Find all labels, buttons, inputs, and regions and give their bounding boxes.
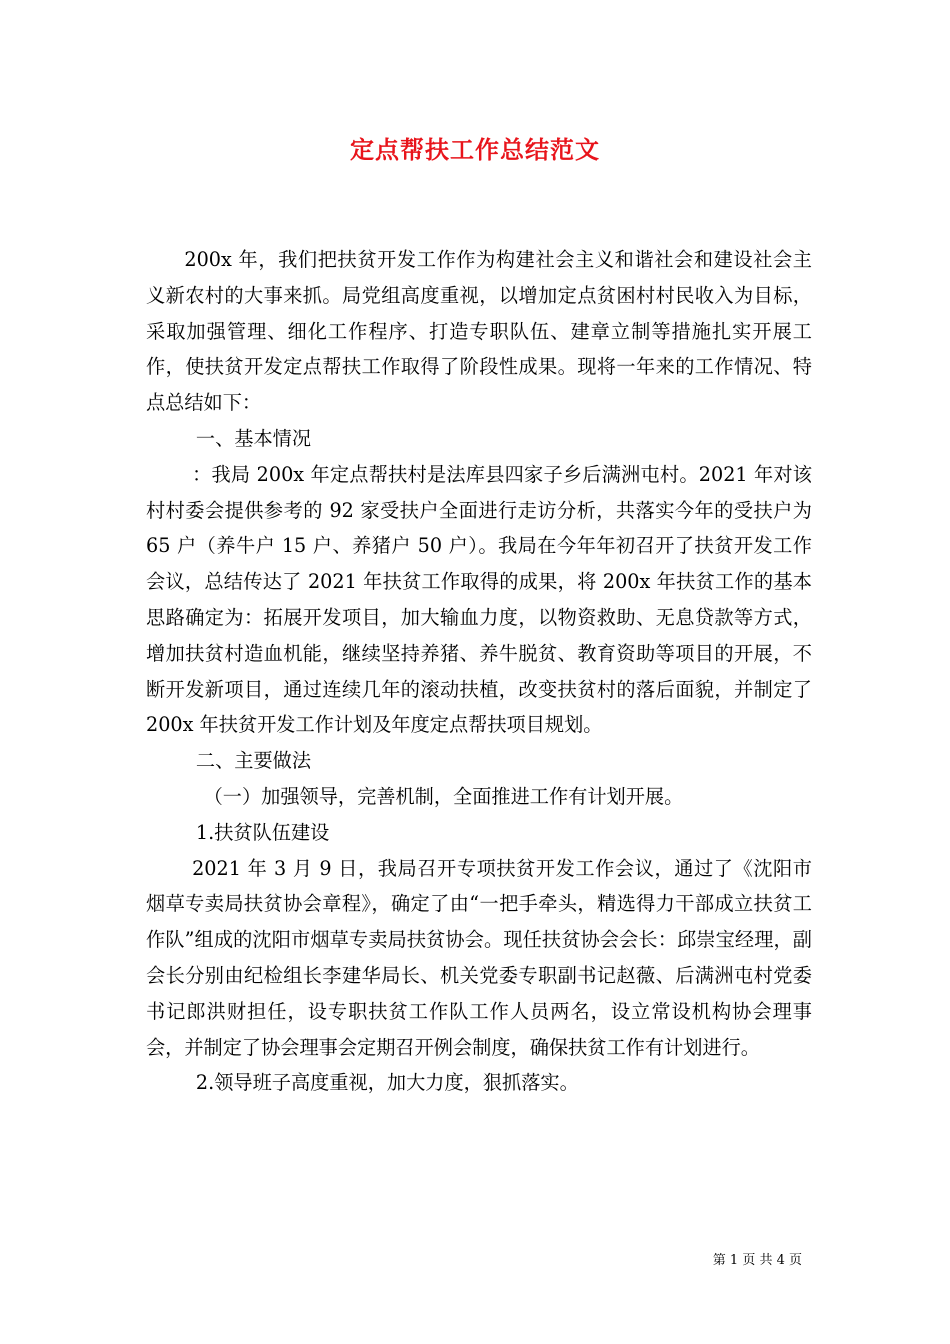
document-title: 定点帮扶工作总结范文 (350, 135, 600, 164)
section2-heading: 二、主要做法 (195, 749, 312, 773)
section1-heading: 一、基本情况 (195, 426, 312, 450)
subsection1-heading: （一）加强领导，完善机制，全面推进工作有计划开展。 (203, 784, 684, 808)
intro-paragraph: 200x 年，我们把扶贫开发工作作为构建社会主义和谐社会和建设社会主义新农村的大事来抓。局党组高度重视，以增加定点贫困村村民收入为目标，采取加强管理、细化工作程序、打造专职队伍、建章立制等措施扎实开展工作，使扶贫开发定点帮扶工作取得了阶段性成果。现将一年来的工作情况、特点总结如下： (146, 248, 812, 415)
item1-paragraph: 2021 年 3 月 9 日，我局召开专项扶贫开发工作会议，通过了《沈阳市烟草专卖局扶贫协会章程》，确定了由“一把手牵头，精选得力干部成立扶贫工作队”组成的沈阳市烟草专卖局扶贫协会。现任扶贫协会会长：邱崇宝经理，副会长分别由纪检组长李建华局长、机关党委专职副书记赵薇、后满洲屯村党委书记郎洪财担任，设专职扶贫工作队工作人员两名，设立常设机构协会理事会，并制定了协会理事会定期召开例会制度，确保扶贫工作有计划进行。 (146, 856, 812, 1059)
document-body (146, 242, 812, 1101)
item2-heading: 2.领导班子高度重视，加大力度，狠抓落实。 (195, 1071, 579, 1095)
section1-paragraph: ：我局 200x 年定点帮扶村是法库县四家子乡后满洲屯村。2021 年对该村村委会提供参考的 92 家受扶户全面进行走访分析，共落实今年的受扶户为 65 户（养牛户 15 户、养猪户 50 户）。我局在今年年初召开了扶贫开发工作会议，总结传达了 2021 年扶贫工作取得的成果，将 200x 年扶贫工作的基本思路确定为：拓展开发项目，加大输血力度，以物资救助、无息贷款等方式，增加扶贫村造血机能，继续坚持养猪、养牛脱贫、教育资助等项目的开展，不断开发新项目，通过连续几年的滚动扶植，改变扶贫村的落后面貌，并制定了 200x 年扶贫开发工作计划及年度定点帮扶项目规划。 (146, 462, 812, 737)
page-number: 第 1 页 共 4 页 (712, 1253, 802, 1268)
item1-heading: 1.扶贫队伍建设 (195, 820, 330, 844)
